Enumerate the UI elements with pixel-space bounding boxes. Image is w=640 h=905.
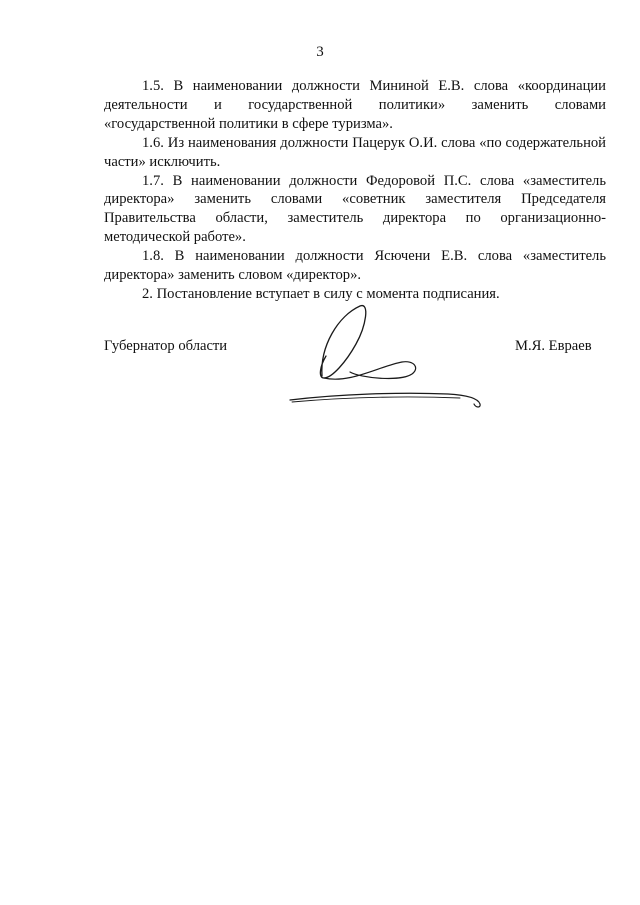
- document-body: [104, 77, 606, 304]
- paragraph-2: 2. Постановление вступает в силу с момента подписания.: [142, 285, 500, 302]
- signatory-position: Губернатор области: [104, 338, 228, 354]
- paragraph-1-5: 1.5. В наименовании должности Мининой Е.В. слова «координации деятельности и государственной политики» заменить словами «государственной политики в сфере туризма».: [104, 78, 606, 132]
- paragraph-1-8: 1.8. В наименовании должности Ясючени Е.В. слова «заместитель директора» заменить словом «директор».: [104, 248, 606, 284]
- handwritten-signature: [280, 296, 490, 416]
- signatory-name: М.Я. Евраев: [515, 338, 592, 354]
- paragraph-1-6: 1.6. Из наименования должности Пацерук О.И. слова «по содержательной части» исключить.: [104, 134, 606, 170]
- paragraph-1-7: 1.7. В наименовании должности Федоровой П.С. слова «заместитель директора» заменить словами «советник заместителя Председателя Правительства области, заместитель директора по организационно-методической работе».: [104, 172, 606, 246]
- page-number: 3: [316, 44, 324, 60]
